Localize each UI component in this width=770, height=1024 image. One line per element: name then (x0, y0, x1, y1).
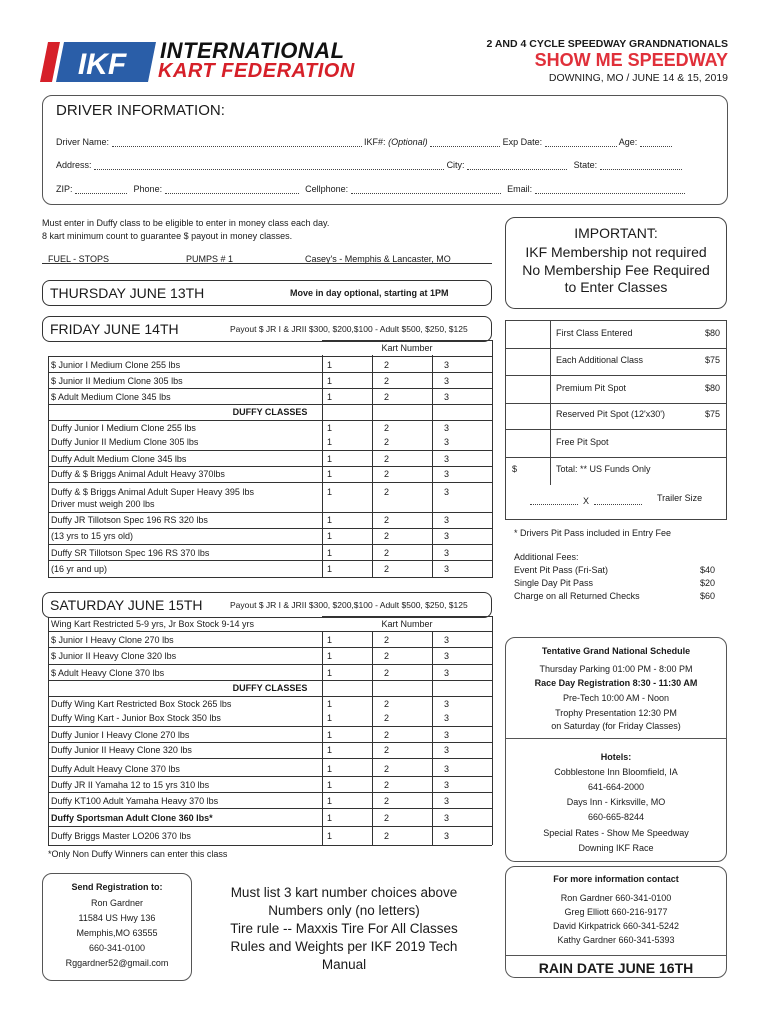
duffy-classes-header: DUFFY CLASSES (232, 407, 308, 417)
must-line: Must list 3 kart number choices above (230, 885, 458, 900)
table-rule (322, 340, 492, 341)
additional-fee-label: Single Day Pit Pass (514, 578, 594, 588)
duffy-class-row: Duffy Junior I Medium Clone 255 lbs (51, 423, 196, 433)
cellphone-field[interactable] (351, 186, 501, 194)
hotel-line: Cobblestone Inn Bloomfield, IA (554, 767, 678, 777)
driver-row-1 (56, 137, 716, 147)
kart-choice-2: 2 (384, 831, 390, 841)
table-rule (48, 647, 492, 648)
hotel-line: Special Rates - Show Me Speedway (543, 828, 689, 838)
duffy-class-row: Duffy SR Tillotson Spec 196 RS 370 lbs (51, 548, 210, 558)
kart-choice-2: 2 (384, 423, 390, 433)
duffy-class-note: (16 yr and up) (51, 564, 108, 574)
important-title: IMPORTANT: (574, 225, 658, 241)
state-label: State: (573, 160, 598, 170)
kart-choice-1: 1 (327, 713, 333, 723)
kart-choice-2: 2 (384, 651, 390, 661)
kart-choice-1: 1 (327, 487, 333, 497)
kart-choice-2: 2 (384, 531, 390, 541)
must-line: Numbers only (no letters) (268, 903, 420, 918)
fee-rule (505, 348, 727, 349)
hotel-line: Days Inn - Kirksville, MO (566, 797, 666, 807)
must-line: Manual (321, 957, 367, 972)
table-right-rule (492, 340, 493, 578)
table-rule (48, 450, 492, 451)
table-rule (48, 420, 492, 421)
additional-fee-label: Charge on all Returned Checks (514, 591, 640, 601)
duffy-class-note: (13 yrs to 15 yrs old) (51, 531, 134, 541)
kart-choice-3: 3 (444, 651, 450, 661)
ikf-logo (40, 40, 156, 84)
phone-field[interactable] (165, 186, 299, 194)
fee-rule (505, 403, 727, 404)
kart-choice-3: 3 (444, 531, 450, 541)
age-label: Age: (618, 137, 638, 147)
pit-pass-note: * Drivers Pit Pass included in Entry Fee (514, 528, 672, 538)
total-label: Total: ** US Funds Only (556, 464, 651, 474)
kart-choice-3: 3 (444, 360, 450, 370)
address-field[interactable] (94, 162, 444, 170)
trailer-width-field[interactable] (530, 504, 578, 505)
driver-row-3 (56, 184, 716, 194)
kart-choice-1: 1 (327, 376, 333, 386)
important-line-3: to Enter Classes (564, 279, 668, 295)
schedule-title: Tentative Grand National Schedule (541, 646, 691, 656)
duffy-class-row: Duffy Junior I Heavy Clone 270 lbs (51, 730, 190, 740)
event-title: SHOW ME SPEEDWAY (534, 50, 728, 70)
kart-choice-2: 2 (384, 392, 390, 402)
table-left-rule (48, 356, 49, 578)
table-rule (48, 404, 492, 405)
kart-choice-1: 1 (327, 392, 333, 402)
driver-row-2 (56, 160, 716, 170)
event-location: DOWNING, MO / JUNE 14 & 15, 2019 (548, 72, 728, 84)
important-line-2: No Membership Fee Required (522, 262, 710, 278)
kart-choice-2: 2 (384, 564, 390, 574)
hotel-line: 641-664-2000 (587, 782, 645, 792)
trailer-label: Trailer Size (657, 493, 703, 503)
duffy-class-row: Duffy Briggs Master LO206 370 lbs (51, 831, 191, 841)
duffy-class-row: Duffy Wing Kart Restricted Box Stock 265 lbs (51, 699, 232, 709)
kart-choice-3: 3 (444, 745, 450, 755)
duffy-class-row: Duffy & $ Briggs Animal Adult Super Heavy 395 lbs (51, 487, 254, 497)
table-rule (48, 577, 492, 578)
kart-choice-2: 2 (384, 360, 390, 370)
send-title: Send Registration to: (71, 882, 163, 892)
table-left-rule (48, 617, 49, 845)
driver-name-field[interactable] (112, 139, 362, 147)
important-line-1: IKF Membership not required (525, 244, 707, 260)
exp-date-label: Exp Date: (502, 137, 543, 147)
fee-rule (505, 375, 727, 376)
table-rule (48, 808, 492, 809)
kart-choice-3: 3 (444, 635, 450, 645)
table-rule (48, 372, 492, 373)
fee-amount: $80 (704, 383, 720, 393)
additional-fee-amount: $40 (699, 565, 715, 575)
kart-choice-2: 2 (384, 780, 390, 790)
note-duffy: Must enter in Duffy class to be eligible to enter in money class each day. (42, 218, 330, 228)
table-rule (48, 631, 492, 632)
city-label: City: (446, 160, 465, 170)
contact-title: For more information contact (553, 874, 679, 884)
kart-choice-2: 2 (384, 515, 390, 525)
table-column-rule (432, 355, 433, 578)
kart-choice-2: 2 (384, 813, 390, 823)
table-rule (48, 758, 492, 759)
table-rule (48, 792, 492, 793)
table-column-rule (372, 355, 373, 578)
kart-choice-2: 2 (384, 454, 390, 464)
table-rule (48, 680, 492, 681)
kart-choice-3: 3 (444, 668, 450, 678)
duffy-class-row: Duffy JR Tillotson Spec 196 RS 320 lbs (51, 515, 208, 525)
zip-label: ZIP: (56, 184, 73, 194)
must-line: Rules and Weights per IKF 2019 Tech (230, 939, 458, 954)
additional-fee-amount: $60 (699, 591, 715, 601)
kart-choice-3: 3 (444, 564, 450, 574)
table-column-rule (322, 631, 323, 845)
logo-mark: IKF (77, 48, 127, 81)
kart-choice-2: 2 (384, 745, 390, 755)
total-dollar: $ (512, 464, 518, 474)
additional-fee-label: Event Pit Pass (Fri-Sat) (514, 565, 609, 575)
contact-line: Kathy Gardner 660-341-5393 (557, 935, 675, 945)
fee-amount: $75 (704, 409, 720, 419)
thursday-title: THURSDAY JUNE 13TH (50, 285, 205, 301)
kart-choice-1: 1 (327, 454, 333, 464)
kart-choice-2: 2 (384, 699, 390, 709)
saturday-title: SATURDAY JUNE 15TH (50, 597, 203, 613)
table-rule (48, 560, 492, 561)
zip-field[interactable] (75, 186, 127, 194)
friday-title: FRIDAY JUNE 14TH (50, 321, 179, 337)
send-line: Rggardner52@gmail.com (65, 958, 169, 968)
table-rule (48, 696, 492, 697)
table-rule (48, 388, 492, 389)
phone-label: Phone: (133, 184, 163, 194)
pumps: PUMPS # 1 (186, 254, 234, 264)
fee-amount: $75 (704, 355, 720, 365)
table-column-rule (432, 631, 433, 845)
kart-choice-2: 2 (384, 796, 390, 806)
kart-choice-1: 1 (327, 831, 333, 841)
trailer-length-field[interactable] (594, 504, 642, 505)
duffy-class-row: Duffy JR II Yamaha 12 to 15 yrs 310 lbs (51, 780, 210, 790)
must-line: Tire rule -- Maxxis Tire For All Classes (230, 921, 458, 936)
fee-amount: $80 (704, 328, 720, 338)
table-rule (48, 512, 492, 513)
kart-choice-1: 1 (327, 548, 333, 558)
table-rule (48, 742, 492, 743)
kart-number-header: Kart Number (381, 343, 433, 353)
kart-choice-3: 3 (444, 813, 450, 823)
schedule-line: on Saturday (for Friday Classes) (551, 721, 681, 731)
kart-choice-1: 1 (327, 780, 333, 790)
exp-date-field[interactable] (545, 139, 617, 147)
driver-name-label: Driver Name: (56, 137, 110, 147)
table-rule (48, 356, 492, 357)
fee-column-rule (550, 320, 551, 485)
kart-choice-1: 1 (327, 668, 333, 678)
fuel-stops: FUEL - STOPS (48, 254, 110, 264)
schedule-line: Pre-Tech 10:00 AM - Noon (562, 693, 670, 703)
duffy-class-row: Duffy Sportsman Adult Clone 360 lbs* (51, 813, 213, 823)
table-rule (48, 726, 492, 727)
kart-choice-3: 3 (444, 454, 450, 464)
email-field[interactable] (535, 186, 685, 194)
table-rule (48, 482, 492, 483)
kart-choice-3: 3 (444, 469, 450, 479)
kart-choice-3: 3 (444, 831, 450, 841)
event-series: 2 AND 4 CYCLE SPEEDWAY GRANDNATIONALS (486, 38, 728, 50)
thursday-note: Move in day optional, starting at 1PM (290, 288, 449, 298)
fee-label: Premium Pit Spot (556, 383, 627, 393)
city-field[interactable] (467, 162, 567, 170)
ikf-optional: (Optional) (388, 137, 428, 147)
contact-line: David Kirkpatrick 660-341-5242 (552, 921, 680, 931)
kart-choice-2: 2 (384, 713, 390, 723)
duffy-class-row: Duffy Adult Heavy Clone 370 lbs (51, 764, 180, 774)
kart-choice-1: 1 (327, 796, 333, 806)
kart-choice-3: 3 (444, 713, 450, 723)
duffy-class-row: Duffy Wing Kart - Junior Box Stock 350 lbs (51, 713, 221, 723)
kart-choice-1: 1 (327, 437, 333, 447)
kart-choice-3: 3 (444, 437, 450, 447)
duffy-class-row: Duffy Adult Medium Clone 345 lbs (51, 454, 187, 464)
send-line: 660-341-0100 (88, 943, 146, 953)
fee-label: Free Pit Spot (556, 437, 609, 447)
driver-info-title: DRIVER INFORMATION: (56, 102, 225, 119)
table-column-rule (322, 355, 323, 578)
hotel-line: 660-665-8244 (587, 812, 645, 822)
kart-choice-2: 2 (384, 487, 390, 497)
send-line: Memphis,MO 63555 (76, 928, 158, 938)
kart-choice-2: 2 (384, 437, 390, 447)
table-rule (322, 616, 492, 617)
contact-line: Greg Elliott 660-216-9177 (564, 907, 668, 917)
kart-choice-3: 3 (444, 392, 450, 402)
kart-choice-3: 3 (444, 548, 450, 558)
additional-fees-title: Additional Fees: (514, 552, 579, 562)
kart-choice-3: 3 (444, 780, 450, 790)
duffy-class-row: Duffy Junior II Medium Clone 305 lbs (51, 437, 199, 447)
kart-choice-1: 1 (327, 745, 333, 755)
kart-choice-1: 1 (327, 764, 333, 774)
fee-label: First Class Entered (556, 328, 633, 338)
money-class-row: $ Junior I Heavy Clone 270 lbs (51, 635, 174, 645)
duffy-class-row: Duffy & $ Briggs Animal Adult Heavy 370lbs (51, 469, 225, 479)
fee-rule (505, 457, 727, 458)
wing-kart-note: Wing Kart Restricted 5-9 yrs, Jr Box Stock 9-14 yrs (51, 619, 255, 629)
kart-choice-2: 2 (384, 668, 390, 678)
kart-choice-2: 2 (384, 548, 390, 558)
table-rule (48, 664, 492, 665)
kart-choice-1: 1 (327, 635, 333, 645)
kart-choice-3: 3 (444, 764, 450, 774)
fee-rule (505, 429, 727, 430)
age-field[interactable] (640, 139, 672, 147)
logo-international: INTERNATIONAL (160, 38, 345, 63)
kart-choice-2: 2 (384, 469, 390, 479)
schedule-rule (505, 738, 727, 739)
kart-choice-3: 3 (444, 376, 450, 386)
trailer-x: X (583, 496, 590, 506)
fee-label: Reserved Pit Spot (12'x30') (556, 409, 665, 419)
kart-choice-1: 1 (327, 564, 333, 574)
ikf-number-field[interactable] (430, 139, 500, 147)
friday-payout: Payout $ JR I & JRII $300, $200,$100 - Adult $500, $250, $125 (230, 324, 468, 334)
kart-choice-2: 2 (384, 764, 390, 774)
ikf-label: IKF#: (364, 137, 386, 147)
kart-choice-3: 3 (444, 515, 450, 525)
hotels-title: Hotels: (600, 752, 632, 762)
schedule-line: Race Day Registration 8:30 - 11:30 AM (534, 678, 698, 688)
kart-choice-3: 3 (444, 730, 450, 740)
rain-date: RAIN DATE JUNE 16TH (505, 955, 727, 979)
fuel-divider (42, 263, 492, 264)
table-rule (48, 528, 492, 529)
state-field[interactable] (600, 162, 682, 170)
send-line: Ron Gardner (90, 898, 144, 908)
duffy-class-note: Driver must weigh 200 lbs (51, 499, 155, 509)
kart-choice-3: 3 (444, 423, 450, 433)
table-rule (48, 466, 492, 467)
duffy-classes-header: DUFFY CLASSES (232, 683, 308, 693)
address-label: Address: (56, 160, 92, 170)
kart-choice-2: 2 (384, 376, 390, 386)
hotel-line: Downing IKF Race (578, 843, 654, 853)
send-line: 11584 US Hwy 136 (78, 913, 156, 923)
kart-choice-1: 1 (327, 469, 333, 479)
kart-choice-3: 3 (444, 699, 450, 709)
table-rule (48, 826, 492, 827)
cellphone-label: Cellphone: (305, 184, 349, 194)
fees-box (505, 320, 727, 520)
kart-choice-3: 3 (444, 796, 450, 806)
money-class-row: $ Junior II Medium Clone 305 lbs (51, 376, 183, 386)
duffy-class-row: Duffy KT100 Adult Yamaha Heavy 370 lbs (51, 796, 219, 806)
kart-choice-2: 2 (384, 730, 390, 740)
table-right-rule (492, 616, 493, 845)
duffy-class-row: Duffy Junior II Heavy Clone 320 lbs (51, 745, 192, 755)
kart-choice-1: 1 (327, 531, 333, 541)
saturday-payout: Payout $ JR I & JRII $300, $200,$100 - Adult $500, $250, $125 (230, 600, 468, 610)
fee-label: Each Additional Class (556, 355, 644, 365)
schedule-line: Thursday Parking 01:00 PM - 8:00 PM (539, 664, 693, 674)
table-rule (48, 544, 492, 545)
kart-choice-1: 1 (327, 813, 333, 823)
kart-choice-1: 1 (327, 651, 333, 661)
money-class-row: $ Adult Medium Clone 345 lbs (51, 392, 171, 402)
table-rule (48, 845, 492, 846)
table-column-rule (372, 631, 373, 845)
kart-choice-1: 1 (327, 423, 333, 433)
kart-choice-1: 1 (327, 360, 333, 370)
kart-choice-2: 2 (384, 635, 390, 645)
additional-fee-amount: $20 (699, 578, 715, 588)
note-minimum: 8 kart minimum count to guarantee $ payout in money classes. (42, 231, 293, 241)
logo-kart-federation: KART FEDERATION (158, 60, 355, 82)
kart-choice-1: 1 (327, 699, 333, 709)
table-rule (48, 776, 492, 777)
kart-number-header: Kart Number (381, 619, 433, 629)
money-class-row: $ Adult Heavy Clone 370 lbs (51, 668, 165, 678)
money-class-row: $ Junior II Heavy Clone 320 lbs (51, 651, 177, 661)
kart-choice-3: 3 (444, 487, 450, 497)
money-class-row: $ Junior I Medium Clone 255 lbs (51, 360, 181, 370)
kart-choice-1: 1 (327, 730, 333, 740)
casey-location: Casey's - Memphis & Lancaster, MO (305, 254, 451, 264)
email-label: Email: (507, 184, 533, 194)
schedule-line: Trophy Presentation 12:30 PM (555, 708, 677, 718)
contact-line: Ron Gardner 660-341-0100 (560, 893, 672, 903)
kart-choice-1: 1 (327, 515, 333, 525)
saturday-footnote: *Only Non Duffy Winners can enter this class (48, 849, 228, 859)
